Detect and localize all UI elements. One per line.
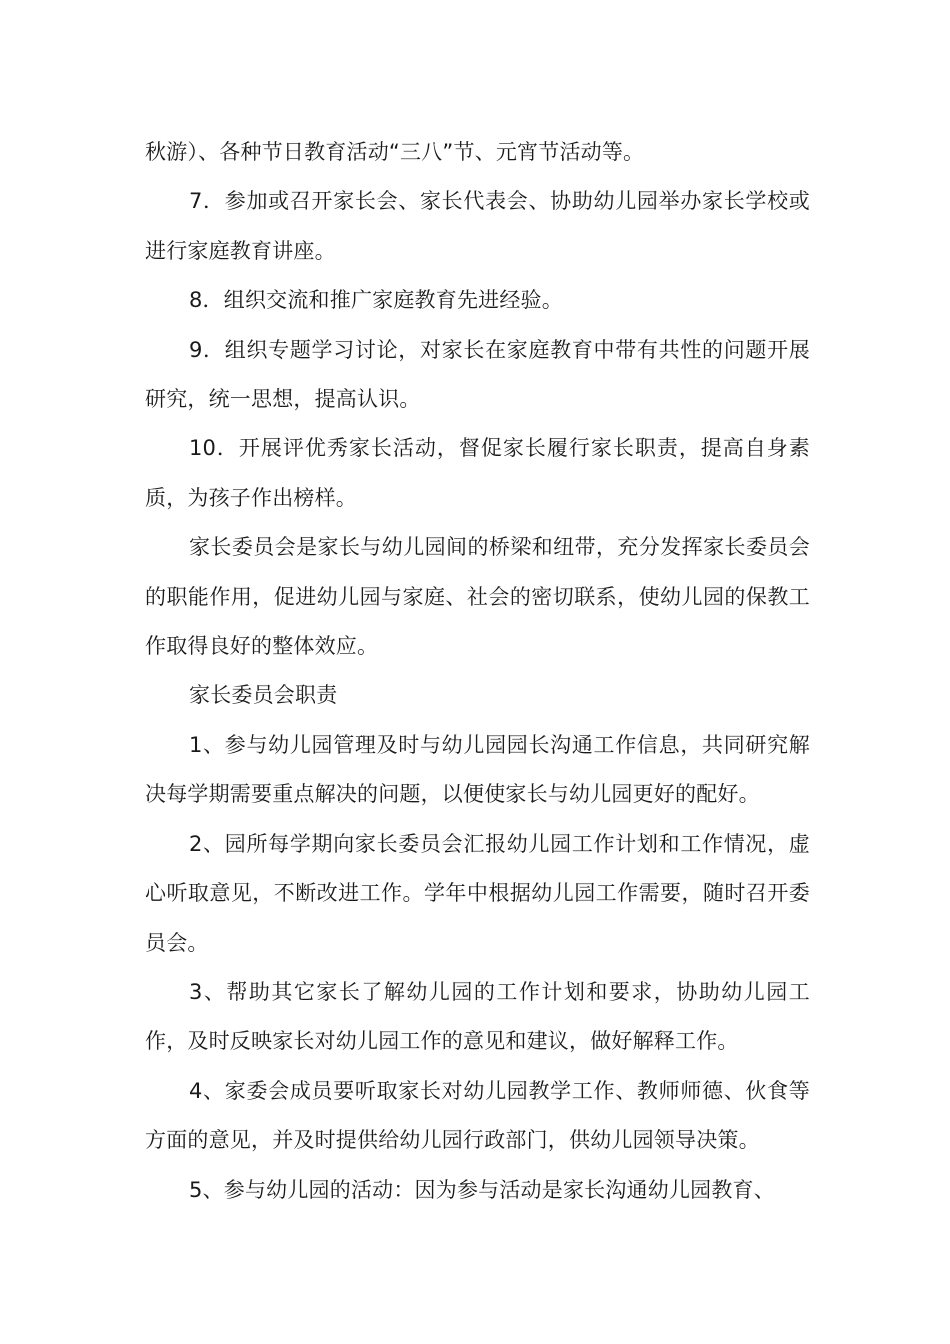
paragraph-duty-5: 5、参与幼儿园的活动：因为参与活动是家长沟通幼儿园教育、 xyxy=(189,1177,775,1202)
paragraph-item-7: 7．参加或召开家长会、家长代表会、协助幼儿园举办家长学校或进行家庭教育讲座。 xyxy=(145,189,810,263)
paragraph-duty-4: 4、家委会成员要听取家长对幼儿园教学工作、教师师德、伙食等方面的意见，并及时提供给幼儿园行政部门，供幼儿园领导决策。 xyxy=(145,1078,810,1153)
paragraph-duty-3: 3、帮助其它家长了解幼儿园的工作计划和要求，协助幼儿园工作，及时反映家长对幼儿园工作的意见和建议，做好解释工作。 xyxy=(145,979,810,1054)
paragraph-duty-2: 2、园所每学期向家长委员会汇报幼儿园工作计划和工作情况，虚心听取意见，不断改进工作。学年中根据幼儿园工作需要，随时召开委员会。 xyxy=(145,831,810,955)
section-heading-duties: 家长委员会职责 xyxy=(189,683,338,708)
paragraph-committee-intro: 家长委员会是家长与幼儿园间的桥梁和纽带，充分发挥家长委员会的职能作用，促进幼儿园与家庭、社会的密切联系，使幼儿园的保教工作取得良好的整体效应。 xyxy=(145,535,810,659)
paragraph-item-10: 10．开展评优秀家长活动，督促家长履行家长职责，提高自身素质，为孩子作出榜样。 xyxy=(145,436,810,510)
paragraph-item-9: 9．组织专题学习讨论，对家长在家庭教育中带有共性的问题开展研究，统一思想，提高认识。 xyxy=(145,337,810,412)
paragraph-continuation: 秋游）、各种节日教育活动“三八”节、元宵节活动等。 xyxy=(145,140,645,164)
paragraph-item-8: 8．组织交流和推广家庭教育先进经验。 xyxy=(189,288,563,313)
document-page xyxy=(145,128,810,1215)
paragraph-duty-1: 1、参与幼儿园管理及时与幼儿园园长沟通工作信息，共同研究解决每学期需要重点解决的问题，以便使家长与幼儿园更好的配好。 xyxy=(145,732,810,807)
